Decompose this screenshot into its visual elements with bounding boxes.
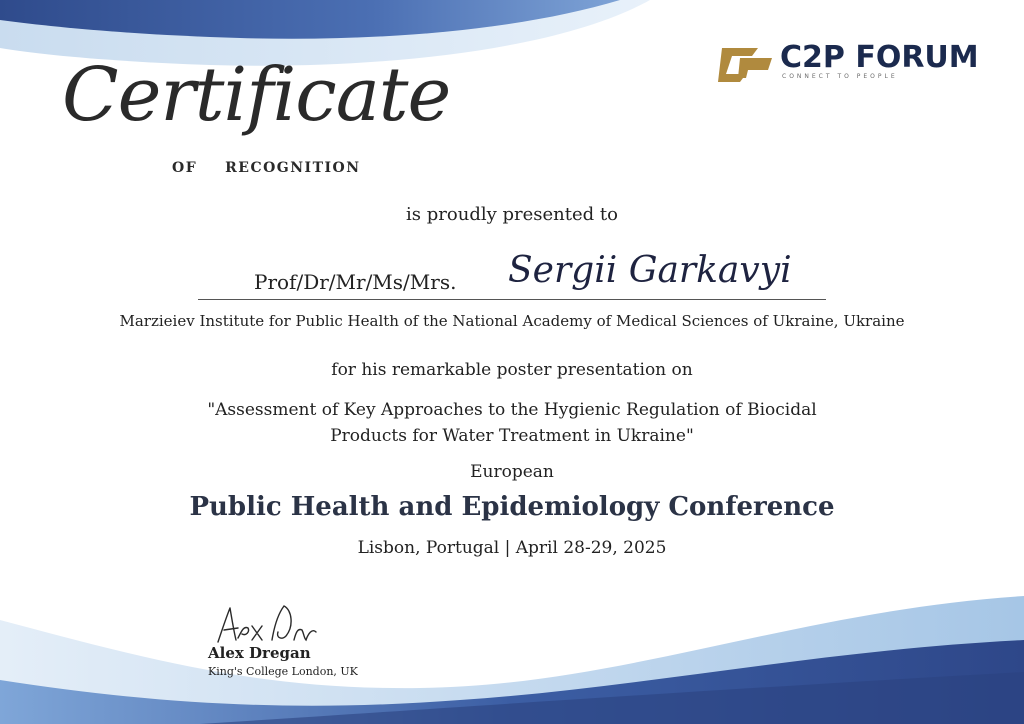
presentation-title xyxy=(0,397,1024,449)
recipient-affiliation: Marzieiev Institute for Public Health of the National Academy of Medical Sciences of Ukraine, Ukraine xyxy=(119,312,905,330)
conference-name: Public Health and Epidemiology Conference xyxy=(189,492,835,522)
recipient-name: Sergii Garkavyi xyxy=(508,250,792,291)
c2p-logo-icon xyxy=(718,44,774,82)
certificate-subtitle xyxy=(172,160,361,176)
signatory-organization: King's College London, UK xyxy=(208,665,358,678)
recipient-line xyxy=(198,250,826,300)
location-date: Lisbon, Portugal | April 28-29, 2025 xyxy=(357,538,667,558)
presentation-title-line2: Products for Water Treatment in Ukraine" xyxy=(330,426,694,446)
presentation-title-line1: "Assessment of Key Approaches to the Hygienic Regulation of Biocidal xyxy=(207,400,817,420)
subtitle-of: OF xyxy=(172,160,198,176)
conference-prefix: European xyxy=(470,462,554,482)
subtitle-recognition: RECOGNITION xyxy=(225,160,361,176)
signature-image xyxy=(208,600,328,648)
signatory-name: Alex Dregan xyxy=(208,644,311,662)
logo-text: C2P FORUM xyxy=(780,40,979,75)
certificate-title: Certificate xyxy=(62,52,451,138)
presentation-intro: for his remarkable poster presentation on xyxy=(331,360,693,380)
presented-to-text: is proudly presented to xyxy=(406,204,618,225)
logo-tagline: CONNECT TO PEOPLE xyxy=(782,73,898,80)
c2p-forum-logo xyxy=(718,40,979,86)
title-prefix: Prof/Dr/Mr/Ms/Mrs. xyxy=(254,270,457,294)
